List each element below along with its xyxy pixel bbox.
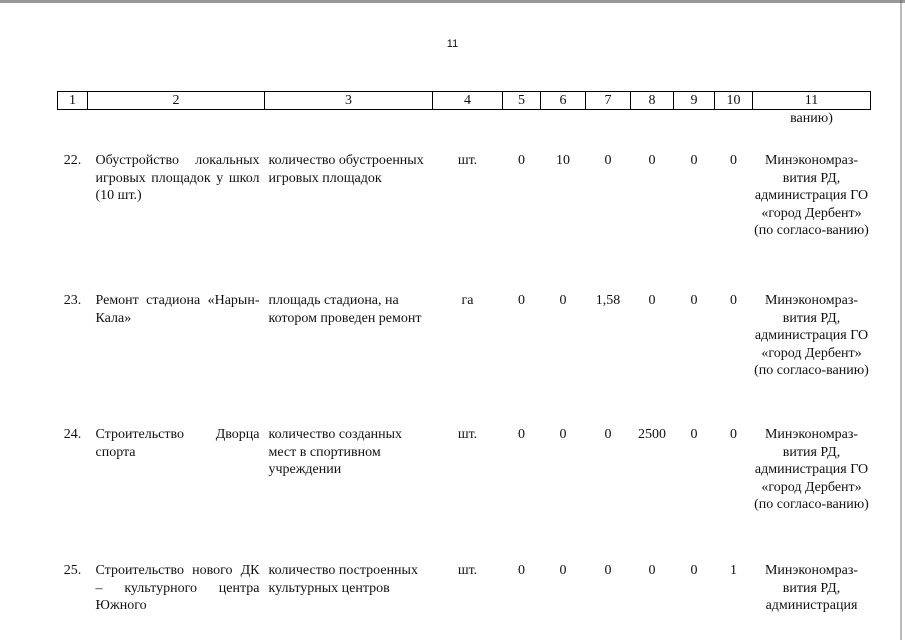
- value-cell: 0: [518, 563, 525, 578]
- measure-name: Ремонт стадиона «Нарын-Кала»: [95, 293, 260, 326]
- unit-cell: га: [461, 293, 474, 308]
- column-number: 1: [58, 92, 88, 110]
- value-cell: 0: [559, 563, 567, 578]
- program-table: [57, 91, 871, 615]
- row-number: 24.: [63, 427, 82, 442]
- value-cell: 0: [730, 427, 737, 442]
- value-cell: 0: [518, 293, 525, 308]
- indicator-name: площадь стадиона, на котором проведен ремонт: [268, 293, 422, 326]
- value-cell: 0: [518, 427, 525, 442]
- column-number: 5: [503, 92, 541, 110]
- value-cell: 10: [556, 153, 570, 168]
- value-cell: 0: [604, 563, 612, 578]
- column-number: 3: [265, 92, 433, 110]
- value-cell: 1,58: [595, 293, 621, 308]
- executor-cell: Минэкономраз-вития РД, администрация ГО «город Дербент» (по согласо-ванию): [754, 153, 869, 238]
- unit-cell: шт.: [457, 427, 478, 442]
- value-cell: 0: [730, 293, 737, 308]
- value-cell: 0: [690, 293, 698, 308]
- value-cell: 0: [648, 563, 656, 578]
- measure-name: Строительство нового ДК – культурного центра Южного: [95, 563, 260, 613]
- table-row: [58, 284, 871, 418]
- measure-name: Строительство Дворца спорта: [95, 427, 260, 460]
- column-number: 6: [541, 92, 586, 110]
- value-cell: 0: [559, 427, 567, 442]
- table-row: [58, 144, 871, 284]
- column-number: 2: [88, 92, 265, 110]
- unit-cell: шт.: [457, 563, 478, 578]
- indicator-name: количество построенных культурных центров: [268, 563, 418, 596]
- scan-right-edge: [900, 0, 902, 640]
- value-cell: 0: [690, 563, 698, 578]
- value-cell: 0: [604, 153, 612, 168]
- carryover-text: ванию): [790, 111, 833, 126]
- row-number: 25.: [63, 563, 82, 578]
- value-cell: 2500: [638, 427, 666, 442]
- measure-name: Обустройство локальных игровых площадок у школ (10 шт.): [95, 153, 260, 203]
- value-cell: 0: [648, 153, 656, 168]
- table-row: [58, 554, 871, 615]
- executor-cell: Минэкономраз-вития РД, администрация: [764, 563, 859, 613]
- value-cell: 0: [730, 153, 737, 168]
- value-cell: 0: [518, 153, 525, 168]
- executor-cell: Минэкономраз-вития РД, администрация ГО «город Дербент» (по согласо-ванию): [754, 427, 869, 512]
- value-cell: 1: [730, 563, 737, 578]
- column-number-row: [58, 92, 871, 110]
- executor-cell: Минэкономраз-вития РД, администрация ГО «город Дербент» (по согласо-ванию): [754, 293, 869, 378]
- column-number: 9: [674, 92, 715, 110]
- unit-cell: шт.: [457, 153, 478, 168]
- indicator-name: количество обустроенных игровых площадок: [268, 153, 424, 186]
- indicator-name: количество созданных мест в спортивном учреждении: [268, 427, 403, 477]
- row-number: 23.: [63, 293, 82, 308]
- column-number: 7: [586, 92, 631, 110]
- value-cell: 0: [648, 293, 656, 308]
- page-number: 11: [446, 38, 459, 50]
- column-number: 4: [433, 92, 503, 110]
- value-cell: 0: [559, 293, 567, 308]
- row-number: 22.: [63, 153, 82, 168]
- value-cell: 0: [690, 153, 698, 168]
- value-cell: 0: [690, 427, 698, 442]
- value-cell: 0: [604, 427, 612, 442]
- carryover-row: [58, 110, 871, 145]
- column-number: 10: [715, 92, 753, 110]
- column-number: 11: [753, 92, 871, 110]
- table-row: [58, 418, 871, 554]
- column-number: 8: [631, 92, 674, 110]
- scan-top-edge: [0, 0, 905, 3]
